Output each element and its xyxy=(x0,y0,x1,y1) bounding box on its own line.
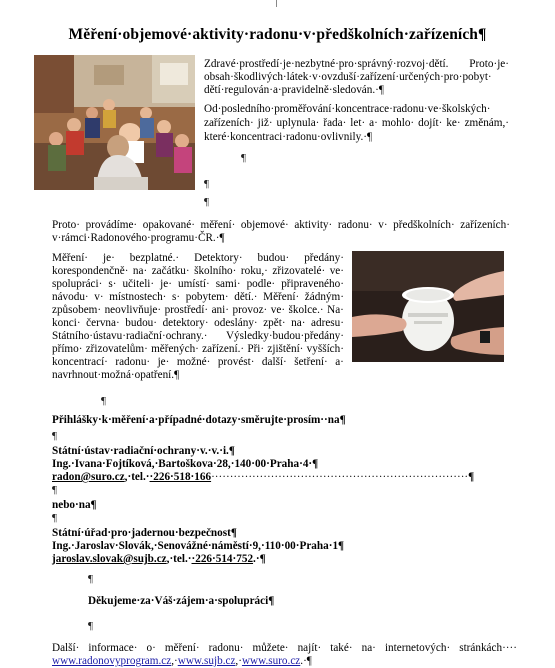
intro-line-3: dětí·regulován·a·pravidelně·sledován.·¶ xyxy=(204,84,384,96)
org1-email-link[interactable]: radon@suro.cz xyxy=(52,471,125,483)
more-info-line-1: Další· informace· o· měření· radonu· můžete· najít· také· na· internetových· stránkách···· xyxy=(52,642,517,654)
link-radonovyprogram[interactable]: www.radonovyprogram.cz xyxy=(52,655,172,667)
body-line-6: konci· června· budou· detektory· odeslány· zpět· na· adresu· xyxy=(52,317,344,329)
pilcrow: ¶ xyxy=(204,196,209,208)
link-sujb[interactable]: www.sujb.cz xyxy=(177,655,236,667)
pilcrow: ¶ xyxy=(204,178,209,190)
photo-radon-detector xyxy=(352,251,504,362)
org2-name: Státní·úřad·pro·jadernou·bezpečnost¶ xyxy=(52,527,237,539)
top-caret xyxy=(276,0,277,7)
proto-line-2: v·rámci·Radonového·programu·ČR.·¶ xyxy=(52,232,225,244)
apply-heading: Přihlášky·k·měření·a·případné·dotazy·směrujte·prosím··na¶ xyxy=(52,414,346,426)
org1-phone: ·226·518·166 xyxy=(149,471,212,483)
intro-line-1: Zdravé·prostředí·je·nezbytné·pro·správný·rozvoj·dětí. Proto·je· xyxy=(204,58,509,70)
body-line-7: Státního·ústavu·radiační·ochrany.· Výsledky·budou·předány· xyxy=(52,330,344,342)
org1-person: Ing.·Ivana·Fojtíková,·Bartoškova·28,·140·00·Praha·4·¶ xyxy=(52,458,319,470)
dotted-leader: ····································································· xyxy=(211,471,469,483)
thanks-line: Děkujeme·za·Váš·zájem·a·spolupráci¶ xyxy=(88,595,275,607)
body-line-2: korespondenčně· na· začátku· školního· roku,· zřizovatelé· ve· xyxy=(52,265,344,277)
photo-children-circle xyxy=(34,55,195,190)
body-line-9: koncentrací· radonu· je· možné· provést· další· šetření· a· xyxy=(52,356,344,368)
org1-name: Státní·ústav·radiační·ochrany·v.·v.·i.¶ xyxy=(52,445,235,457)
pilcrow: ¶ xyxy=(88,620,93,632)
pilcrow: ¶ xyxy=(52,430,57,442)
org1-contact: radon@suro.cz,·tel.··226·518·166·····································································¶ xyxy=(52,471,475,483)
pilcrow: ¶ xyxy=(241,152,246,164)
body-line-5: způsobem· neovlivňuje· prostředí· ani· provoz· ve· školce.· Na· xyxy=(52,304,344,316)
body-line-8: přímo· zřizovatelům· měřených· zařízení.· Při· zjištění· vyšších· xyxy=(52,343,344,355)
pilcrow: ¶ xyxy=(101,395,106,407)
pilcrow: ¶ xyxy=(52,484,57,496)
org2-email-link[interactable]: jaroslav.slovak@sujb.cz xyxy=(52,553,167,565)
body-line-1: Měření· je· bezplatné.· Detektory· budou· předány· xyxy=(52,252,344,264)
pilcrow: ¶ xyxy=(88,573,93,585)
pilcrow: ¶ xyxy=(52,512,57,524)
intro2-line-3: které·koncentraci·radonu·ovlivnily.·¶ xyxy=(204,131,373,143)
intro2-line-2: zařízeních· již· uplynula· řada· let· a· mohlo· dojít· ke· změnám,· xyxy=(204,117,509,129)
org2-contact: jaroslav.slovak@sujb.cz,·tel.··226·514·752.·¶ xyxy=(52,553,266,565)
page-title: Měření·objemové·aktivity·radonu·v·předškolních·zařízeních¶ xyxy=(68,26,487,43)
more-info-links: www.radonovyprogram.cz,·www.sujb.cz,·www.suro.cz.·¶ xyxy=(52,655,312,667)
body-line-4: návodu· v· místnostech· s· pobytem· dětí.· Měření· žádným· xyxy=(52,291,344,303)
proto-line-1: Proto· provádíme· opakované· měření· objemové· aktivity· radonu· v· předškolních· zařízeních· xyxy=(52,219,510,231)
body-line-10: navrhnout·možná·opatření.¶ xyxy=(52,369,180,381)
intro-line-2: obsah·škodlivých·látek·v·ovzduší·zařízení·určených·pro·pobyt· xyxy=(204,71,492,83)
link-suro[interactable]: www.suro.cz xyxy=(241,655,301,667)
body-line-3: spolupráci· s· učiteli· je· umístí· sami· podle· připraveného· xyxy=(52,278,344,290)
or-label: nebo·na¶ xyxy=(52,499,97,511)
org2-phone: ·226·514·752 xyxy=(191,553,254,565)
org2-person: Ing.·Jaroslav·Slovák,·Senovážné·náměstí·9,·110·00·Praha·1¶ xyxy=(52,540,345,552)
intro2-line-1: Od·posledního·proměřování·koncentrace·radonu·ve·školských· xyxy=(204,103,491,115)
